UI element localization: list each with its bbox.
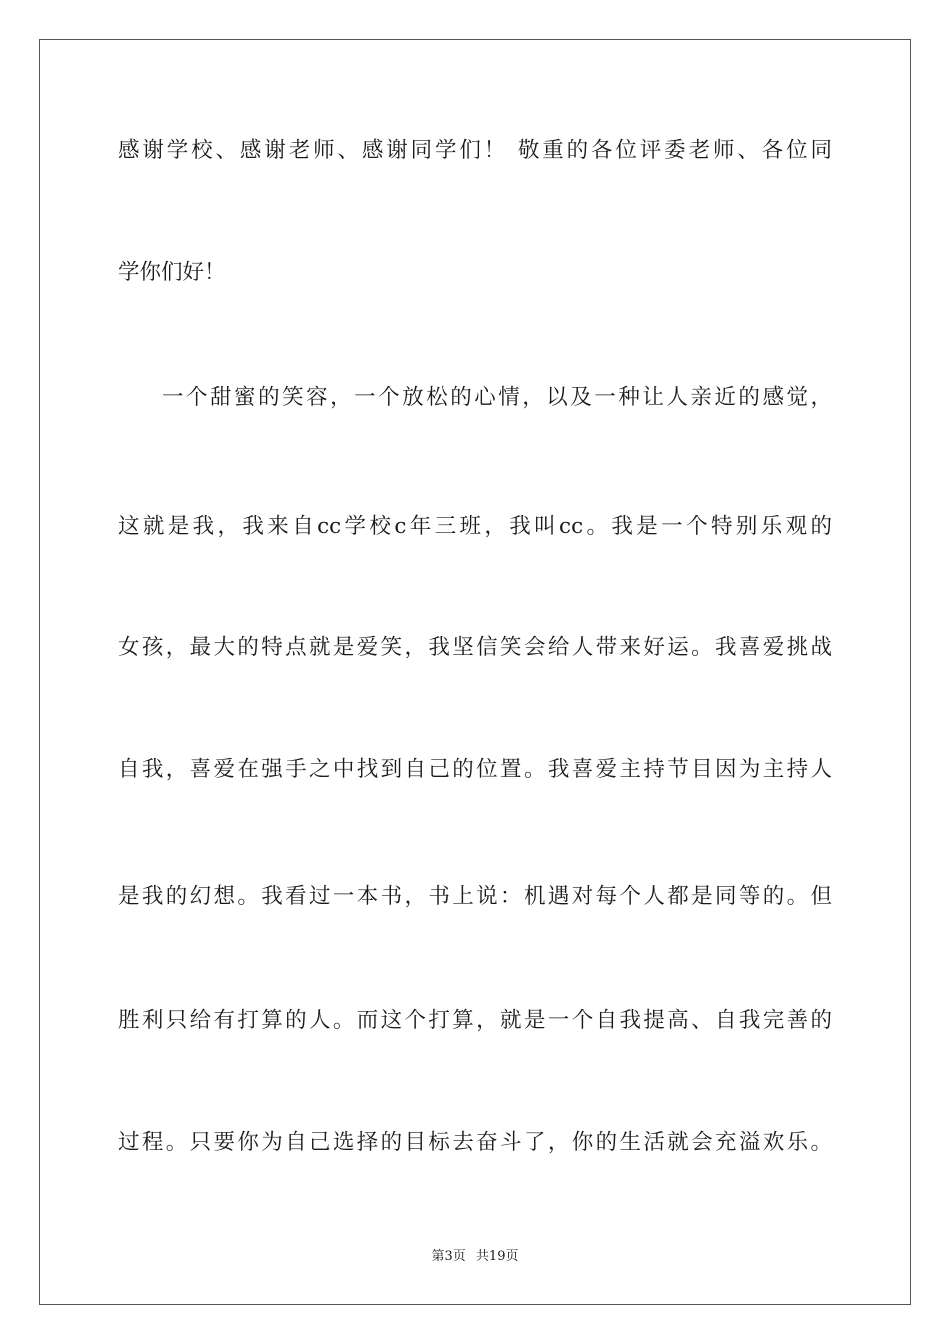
page-number: 第3页 共19页 [431, 1249, 519, 1264]
paragraph-line: 胜利只给有打算的人。而这个打算，就是一个自我提高、自我完善的 [118, 1008, 832, 1033]
page-border [39, 39, 911, 1305]
paragraph-line: 感谢学校、感谢老师、感谢同学们！ 敬重的各位评委老师、各位同 [118, 138, 832, 163]
paragraph-line: 女孩，最大的特点就是爱笑，我坚信笑会给人带来好运。我喜爱挑战 [118, 635, 832, 660]
paragraph-line: 是我的幻想。我看过一本书，书上说：机遇对每个人都是同等的。但 [118, 884, 832, 909]
paragraph-line: 学你们好！ [118, 260, 226, 285]
paragraph-line: 一个甜蜜的笑容，一个放松的心情，以及一种让人亲近的感觉， [162, 385, 832, 410]
paragraph-line: 这就是我，我来自cc学校c年三班，我叫cc。我是一个特别乐观的 [118, 514, 832, 539]
paragraph-line: 过程。只要你为自己选择的目标去奋斗了，你的生活就会充溢欢乐。 [118, 1130, 832, 1155]
paragraph-line: 自我，喜爱在强手之中找到自己的位置。我喜爱主持节目因为主持人 [118, 757, 832, 782]
